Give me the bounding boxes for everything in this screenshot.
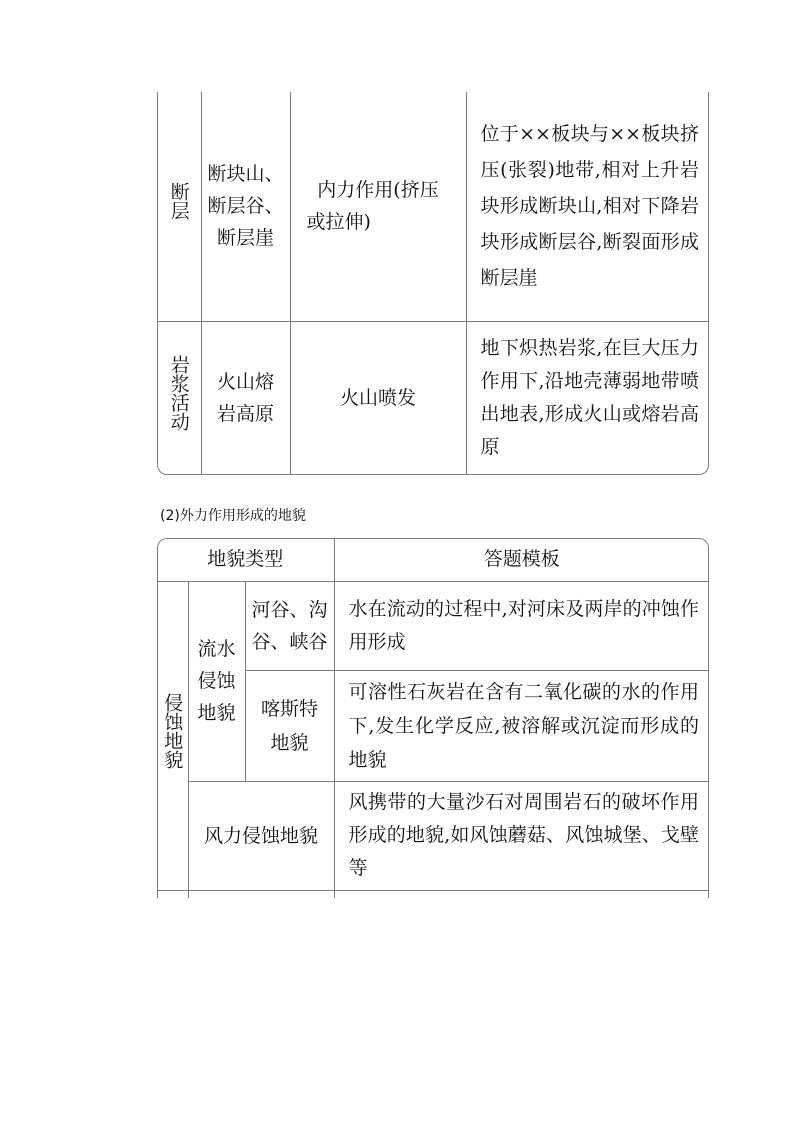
landform-type-cell: [157, 321, 201, 474]
landform-cell: [201, 92, 290, 321]
subgroup-label: 流水侵蚀地貌: [197, 638, 236, 724]
landform-line: 火山熔: [216, 370, 274, 393]
landform-text: 河谷、沟谷、峡谷: [251, 598, 328, 653]
cause-cell: [290, 321, 466, 474]
table-header-row: [157, 538, 709, 581]
landform-line: 断层谷、: [207, 195, 284, 218]
section-caption: (2)外力作用形成的地貌: [160, 508, 306, 524]
table-row: [157, 781, 709, 890]
header-landform-type: 地貌类型: [157, 538, 334, 581]
table-row: [157, 321, 709, 474]
header-answer-template: 答题模板: [334, 538, 709, 581]
landform-cell: [245, 581, 334, 670]
landform-cell: [245, 670, 334, 781]
internal-force-landform-table: [157, 92, 709, 474]
cause-cell: [290, 92, 466, 321]
landform-text: 喀斯特地貌: [260, 697, 318, 754]
continued-cell: [188, 890, 334, 898]
template-cell: [334, 670, 709, 781]
landform-type: 断层: [167, 182, 190, 221]
template-cell: [466, 321, 709, 474]
landform-line: 断层崖: [216, 227, 274, 250]
template-text: 地下炽热岩浆,在巨大压力作用下,沿地壳薄弱地带喷出地表,形成火山或熔岩高原: [480, 336, 699, 458]
landform-type-cell: [157, 92, 201, 321]
template-text: 位于××板块与××板块挤压(张裂)地带,相对上升岩块形成断块山,相对下降岩块形成断层谷,断裂面形成断层崖: [480, 123, 699, 290]
landform-cell: [201, 321, 290, 474]
template-cell: [466, 92, 709, 321]
continued-cell: [157, 890, 188, 898]
group-label: 侵蚀地貌: [161, 692, 184, 769]
cause-line: 火山喷发: [339, 386, 416, 409]
table-row: [157, 92, 709, 321]
landform-line: 断块山、: [207, 163, 284, 186]
landform-text: 风力侵蚀地貌: [204, 824, 319, 847]
table-row-continued: [157, 890, 709, 898]
landform-cell: [188, 781, 334, 890]
template-text: 水在流动的过程中,对河床及两岸的冲蚀作用形成: [348, 597, 700, 653]
group-cell: [157, 581, 188, 890]
subgroup-cell: [188, 581, 245, 781]
external-force-landform-table: [157, 538, 709, 898]
landform-line: 岩高原: [216, 402, 274, 425]
cause-line: 内力作用(挤压: [317, 179, 439, 202]
template-text: 可溶性石灰岩在含有二氧化碳的水的作用下,发生化学反应,被溶解或沉淀而形成的地貌: [348, 680, 700, 771]
template-cell: [334, 781, 709, 890]
template-text: 风携带的大量沙石对周围岩石的破坏作用形成的地貌,如风蚀蘑菇、风蚀城堡、戈壁等: [348, 791, 700, 879]
landform-type: 岩浆活动: [167, 354, 190, 431]
template-cell: [334, 581, 709, 670]
table-row: [157, 581, 709, 670]
continued-cell: [334, 890, 709, 898]
cause-line: 或拉伸): [306, 211, 371, 234]
